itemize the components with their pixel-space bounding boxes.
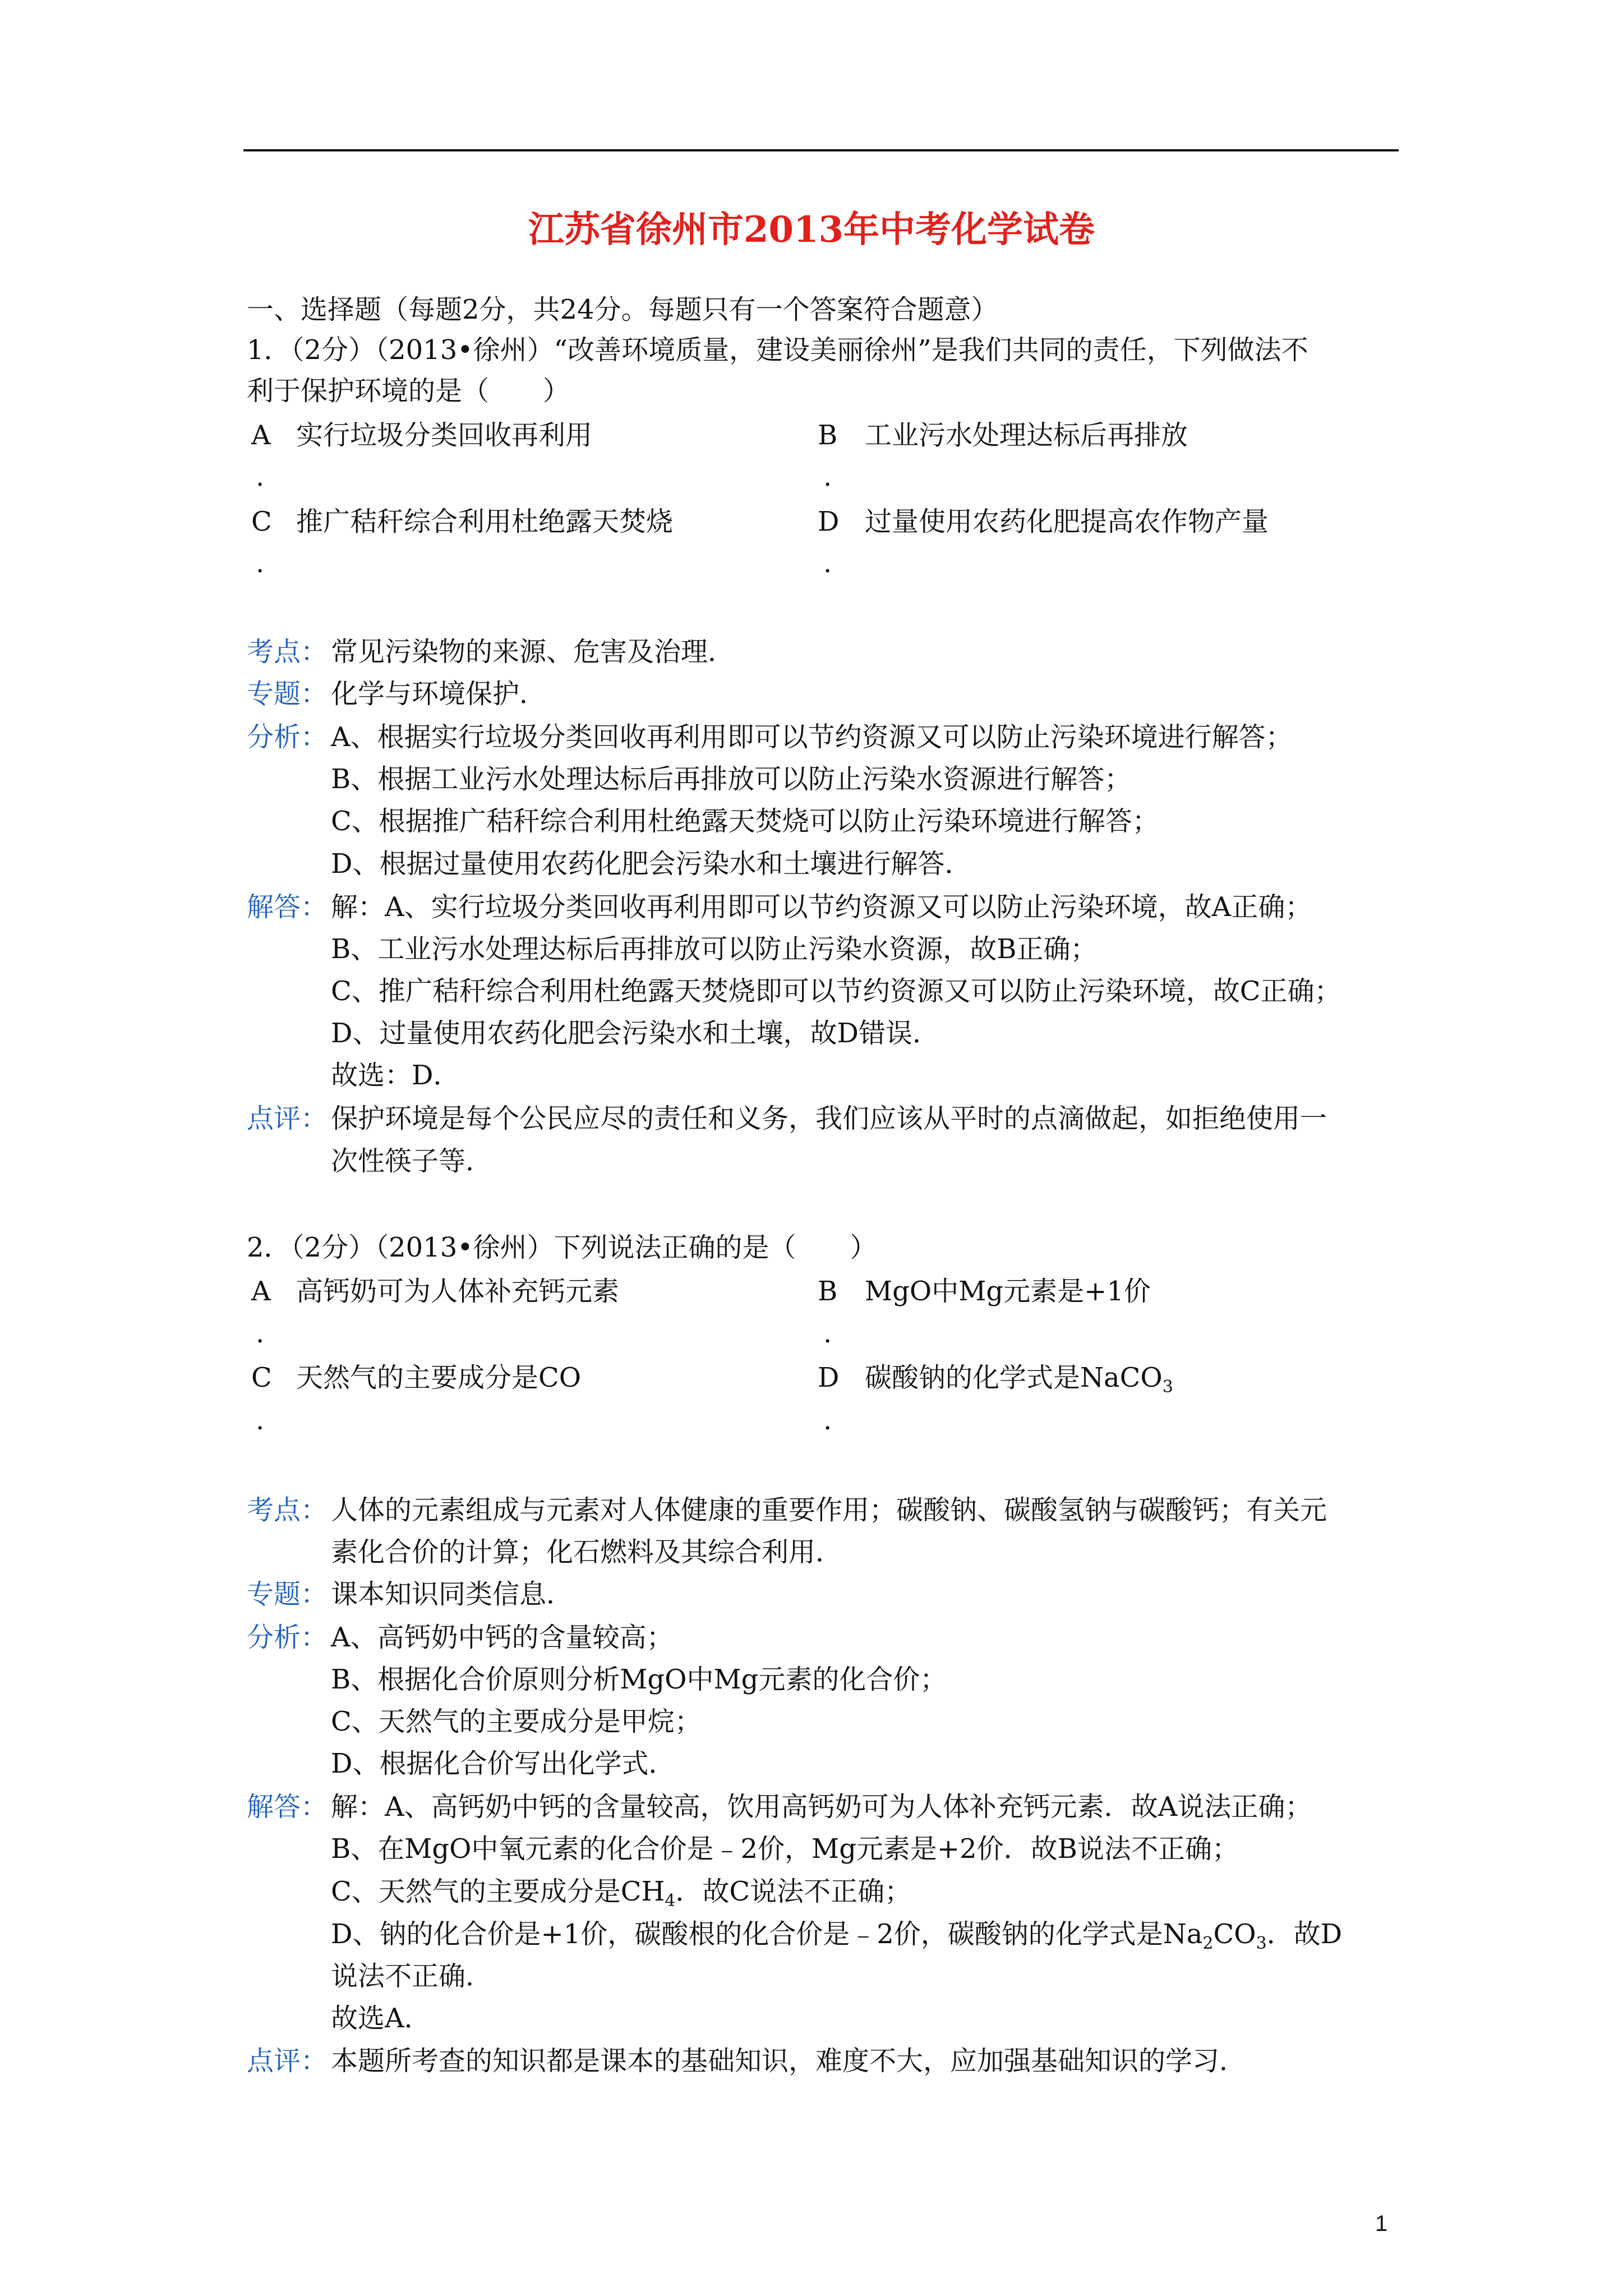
q2-fenxi-line4: D、根据化合价写出化学式． <box>331 1748 676 1779</box>
q1-jieda-line3: C、推广秸秆综合利用杜绝露天焚烧即可以节约资源又可以防止污染环境，故C正确； <box>331 976 1341 1007</box>
q1-option-d-dot: . <box>823 547 832 579</box>
q2-option-a-dot: . <box>256 1318 265 1349</box>
q2-option-b-text: MgO中Mg元素是+1价 <box>865 1276 1151 1307</box>
q2-jieda-line4-main: D、钠的化合价是+1价，碳酸根的化合价是﹣2价，碳酸钠的化学式是Na <box>331 1918 1203 1950</box>
q2-jieda-line4-mid: CO <box>1213 1918 1256 1950</box>
q2-option-d-text-main: 碳酸钠的化学式是NaCO <box>865 1362 1163 1393</box>
q1-option-d-letter: D <box>818 506 840 537</box>
q1-stem-line2: 利于保护环境的是（ ） <box>247 375 570 407</box>
q2-jieda-line5: 说法不正确． <box>331 1961 493 1992</box>
q2-jieda-line1: 解：A、高钙奶中钙的含量较高，饮用高钙奶可为人体补充钙元素．故A说法正确； <box>331 1791 1312 1823</box>
page-title: 江苏省徐州市2013年中考化学试卷 <box>528 209 1095 251</box>
q2-jieda-line4-subscript1: 2 <box>1202 1934 1214 1953</box>
q1-option-c-letter: C <box>251 506 272 537</box>
q2-zhuanti-text: 课本知识同类信息． <box>331 1579 574 1610</box>
q2-fenxi-line2: B、根据化合价原则分析MgO中Mg元素的化合价； <box>331 1664 947 1695</box>
q1-fenxi-line1: A、根据实行垃圾分类回收再利用即可以节约资源又可以防止污染环境进行解答； <box>331 721 1293 753</box>
q2-dianping-label: 点评： <box>247 2045 328 2077</box>
q1-option-c-dot: . <box>256 547 265 579</box>
q2-jieda-line6: 故选A． <box>331 2003 431 2034</box>
q2-option-d-dot: . <box>823 1405 832 1436</box>
q1-option-c-text: 推广秸秆综合利用杜绝露天焚烧 <box>296 506 674 537</box>
q1-fenxi-line4: D、根据过量使用农药化肥会污染水和土壤进行解答． <box>331 848 972 880</box>
q1-option-a-dot: . <box>256 461 265 493</box>
q2-jieda-line4 <box>331 1918 1343 1953</box>
q1-zhuanti-text: 化学与环境保护． <box>331 678 547 710</box>
q1-kaodian-text: 常见污染物的来源、危害及治理． <box>331 636 735 668</box>
header-rule <box>243 149 1399 151</box>
q2-option-c-text: 天然气的主要成分是CO <box>296 1362 582 1393</box>
q2-kaodian-line1: 人体的元素组成与元素对人体健康的重要作用；碳酸钠、碳酸氢钠与碳酸钙；有关元 <box>331 1494 1327 1526</box>
q2-jieda-line3-tail: ．故C说法不正确； <box>675 1876 912 1907</box>
q1-option-b-letter: B <box>818 420 838 451</box>
q2-jieda-line4-subscript2: 3 <box>1256 1934 1267 1953</box>
q2-stem: 2．（2分）（2013•徐州）下列说法正确的是（ ） <box>247 1232 877 1263</box>
q1-option-d-text: 过量使用农药化肥提高农作物产量 <box>865 506 1269 537</box>
q2-jieda-line3 <box>331 1876 912 1911</box>
q1-fenxi-line2: B、根据工业污水处理达标后再排放可以防止污染水资源进行解答； <box>331 763 1132 795</box>
q1-dianping-line2: 次性筷子等． <box>331 1145 493 1177</box>
q2-option-c-letter: C <box>251 1362 272 1393</box>
q1-fenxi-label: 分析： <box>247 721 328 753</box>
q1-dianping-line1: 保护环境是每个公民应尽的责任和义务，我们应该从平时的点滴做起，如拒绝使用一 <box>331 1103 1327 1134</box>
q2-fenxi-label: 分析： <box>247 1622 328 1653</box>
q2-fenxi-line3: C、天然气的主要成分是甲烷； <box>331 1706 702 1737</box>
q2-option-d-text <box>865 1362 1173 1397</box>
q2-jieda-line2: B、在MgO中氧元素的化合价是﹣2价，Mg元素是+2价．故B说法不正确； <box>331 1833 1239 1865</box>
q1-option-a-letter: A <box>251 420 271 451</box>
q1-jieda-line5: 故选：D． <box>331 1060 460 1091</box>
q2-jieda-label: 解答： <box>247 1791 328 1823</box>
q1-option-b-text: 工业污水处理达标后再排放 <box>865 420 1188 451</box>
q1-jieda-line2: B、工业污水处理达标后再排放可以防止污染水资源，故B正确； <box>331 933 1098 965</box>
q1-option-a-text: 实行垃圾分类回收再利用 <box>296 420 593 451</box>
q1-jieda-line1: 解：A、实行垃圾分类回收再利用即可以节约资源又可以防止污染环境，故A正确； <box>331 891 1312 923</box>
q2-fenxi-line1: A、高钙奶中钙的含量较高； <box>331 1622 674 1653</box>
q2-jieda-line3-main: C、天然气的主要成分是CH <box>331 1876 665 1907</box>
q2-jieda-line4-tail: ．故D <box>1266 1918 1343 1950</box>
q2-zhuanti-label: 专题： <box>247 1579 328 1610</box>
section-heading: 一、选择题（每题2分，共24分。每题只有一个答案符合题意） <box>247 294 998 325</box>
q2-option-b-letter: B <box>818 1276 838 1307</box>
q2-kaodian-line2: 素化合价的计算；化石燃料及其综合利用． <box>331 1536 843 1568</box>
q1-fenxi-line3: C、根据推广秸秆综合利用杜绝露天焚烧可以防止污染环境进行解答； <box>331 806 1159 837</box>
q1-kaodian-label: 考点： <box>247 636 328 668</box>
q2-dianping-text: 本题所考查的知识都是课本的基础知识，难度不大，应加强基础知识的学习． <box>331 2045 1247 2077</box>
q2-option-d-subscript: 3 <box>1162 1377 1173 1397</box>
q2-option-d-letter: D <box>818 1362 840 1393</box>
q2-option-a-text: 高钙奶可为人体补充钙元素 <box>296 1276 620 1307</box>
page-number: 1 <box>1375 2211 1388 2236</box>
q2-jieda-line3-subscript: 4 <box>665 1891 676 1911</box>
q1-jieda-label: 解答： <box>247 891 328 923</box>
q1-zhuanti-label: 专题： <box>247 678 328 710</box>
q1-stem-line1: 1．（2分）（2013•徐州）“改善环境质量，建设美丽徐州”是我们共同的责任，下列做法不 <box>247 334 1308 366</box>
q1-dianping-label: 点评： <box>247 1103 328 1134</box>
q2-option-a-letter: A <box>251 1276 271 1307</box>
q1-option-b-dot: . <box>823 461 832 493</box>
q2-option-c-dot: . <box>256 1405 265 1436</box>
q1-jieda-line4: D、过量使用农药化肥会污染水和土壤，故D错误． <box>331 1018 939 1049</box>
q2-option-b-dot: . <box>823 1318 832 1349</box>
q2-kaodian-label: 考点： <box>247 1494 328 1526</box>
